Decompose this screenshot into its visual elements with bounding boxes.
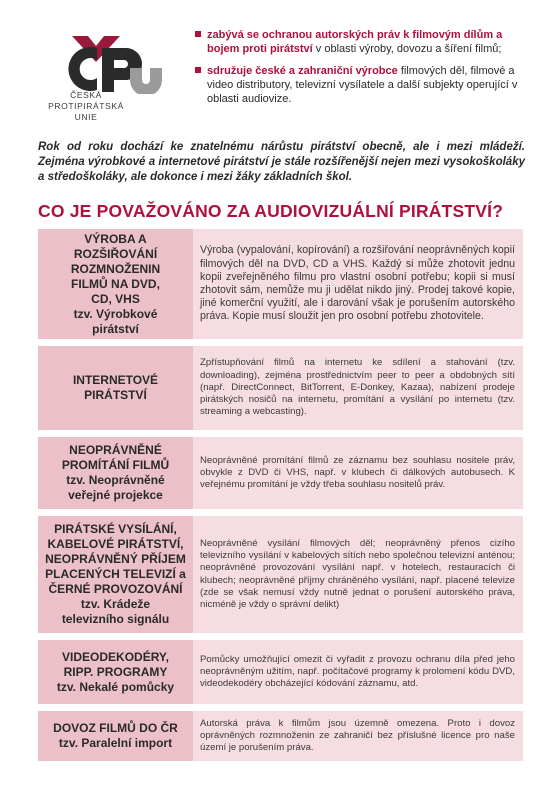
mission-bullets (195, 28, 535, 114)
piracy-type-title: INTERNETOVÉ PIRÁTSTVÍ (72, 373, 159, 402)
piracy-type-row (38, 437, 523, 509)
piracy-type-title-cell (38, 229, 193, 339)
bullet-highlight: sdružuje české a zahraniční výrobce (207, 65, 398, 77)
section-heading: CO JE POVAŽOVÁNO ZA AUDIOVIZUÁLNÍ PIRÁTSTVÍ? (38, 201, 504, 221)
intro-paragraph: Rok od roku dochází ke znatelnému nárůstu pirátství obecně, ale i mezi mládeží. Zejména výrobkové a internetové pirátství je stále rozšířenější nejen mezi vysokoškoláky a středoškoláky, ale dokonce i mezi žáky základních škol. (38, 141, 525, 183)
piracy-type-row (38, 640, 523, 704)
bullet-text: filmových děl, filmové a video distributory, televizní vysílatele a další subjekty operující v oblasti audiovize. (207, 65, 518, 105)
piracy-type-title: PIRÁTSKÉ VYSÍLÁNÍ, KABELOVÉ PIRÁTSTVÍ, NEOPRÁVNĚNÝ PŘÍJEM PLACENÝCH TELEVIZÍ a ČERNÉ PROVOZOVÁNÍ (45, 522, 186, 596)
logo-text-line: UNIE (74, 112, 98, 122)
piracy-type-title-cell (38, 437, 193, 509)
piracy-type-title-cell (38, 640, 193, 704)
piracy-type-subtitle: tzv. Neoprávněné veřejné projekce (66, 473, 165, 502)
piracy-type-title-cell (38, 516, 193, 633)
piracy-type-description: Neoprávněné promítání filmů ze záznamu bez souhlasu nositele práv, obvykle z DVD či VHS, např. v klubech či dálkových autobusech. K veřejnému promítání je vždy třeba souhlasu nositelů práv. (200, 454, 515, 491)
logo-text-line: PROTIPIRÁTSKÁ (48, 101, 124, 111)
piracy-type-subtitle: tzv. Výrobkové pirátství (73, 306, 158, 336)
piracy-type-subtitle: tzv. Krádeže televizního signálu (61, 597, 170, 626)
logo-text-line: ČESKÁ (70, 90, 102, 100)
piracy-type-row (38, 516, 523, 633)
bullet-highlight: zabývá se ochranou autorských práv k filmovým dílům a bojem proti pirátství (207, 29, 503, 55)
piracy-type-subtitle: tzv. Paralelní import (58, 736, 173, 750)
square-bullet-icon (195, 67, 201, 73)
piracy-type-description: Neoprávněné vysílání filmových děl; neoprávněný přenos cizího televizního vysílání v kabelových sítích nebo společnou televizní anténou; neoprávněné provozování vysílání např. v hotelech, restauracích či klubech; neoprávněné příjmy chráněného vysílání, např. placené televize (zde se však nemusí vždy nutně jednat o porušení autorského práva, nicméně je vždy o správní delikt) (200, 537, 515, 610)
cpu-logo-mark (52, 32, 162, 94)
piracy-type-row (38, 229, 523, 339)
piracy-type-title: NEOPRÁVNĚNÉ PROMÍTÁNÍ FILMŮ (61, 443, 170, 472)
piracy-type-title: VÝROBA A ROZŠIŘOVÁNÍ ROZMNOŽENIN FILMŮ NA DVD, CD, VHS (70, 231, 161, 306)
piracy-type-description: Autorská práva k filmům jsou územně omezena. Proto i dovoz oprávněných rozmnoženin ze zahraničí bez příslušné licence pro naše území je porušením práva. (200, 717, 515, 754)
square-bullet-icon (195, 31, 201, 37)
piracy-type-description: Výroba (vypalování, kopírování) a rozšiřování neoprávněných kopií filmových děl na DVD, CD a VHS. Každý si může zhotovit jednu kopii zveřejněného filmu pro vlastní osobní potřebu; kopii si musí zhotovit sám, nemůže mu ji udělat nikdo jiný. Prodej takové kopie, jiné komerční využití, ale i darování však je porušením autorského práva. Kopie musí sloužit jen pro osobní potřebu zhotovitele. (200, 244, 515, 323)
piracy-type-description: Zpřístupňování filmů na internetu ke sdílení a stahování (tzv. downloading), zejména prostřednictvím peer to peer a obdobných sítí (např. DirectConnect, BitTorrent, E-Donkey, Kazaa), nabízení prodeje pirátských nosičů na internetu, promítání a vysílání po internetu (tzv. streaming a webcasting). (200, 357, 515, 418)
mission-bullet (195, 28, 535, 56)
cpu-logo (48, 32, 162, 132)
piracy-type-title: VIDEODEKODÉRY, RIPP. PROGRAMY (62, 649, 169, 679)
piracy-type-row (38, 346, 523, 430)
piracy-type-row (38, 711, 523, 761)
piracy-type-title-cell (38, 346, 193, 430)
bullet-text: v oblasti výroby, dovozu a šíření filmů; (312, 43, 502, 55)
piracy-type-title-cell (38, 711, 193, 761)
piracy-type-subtitle: tzv. Nekalé pomůcky (56, 679, 175, 694)
mission-bullet (195, 64, 535, 106)
piracy-type-title: DOVOZ FILMŮ DO ČR (53, 721, 178, 735)
piracy-type-description: Pomůcky umožňující omezit či vyřadit z provozu ochranu díla před jeho neoprávněným užitím, např. počítačové programy k prolomení kódu DVD, videodekodéry obcházející kódování záznamu, atd. (200, 653, 515, 690)
